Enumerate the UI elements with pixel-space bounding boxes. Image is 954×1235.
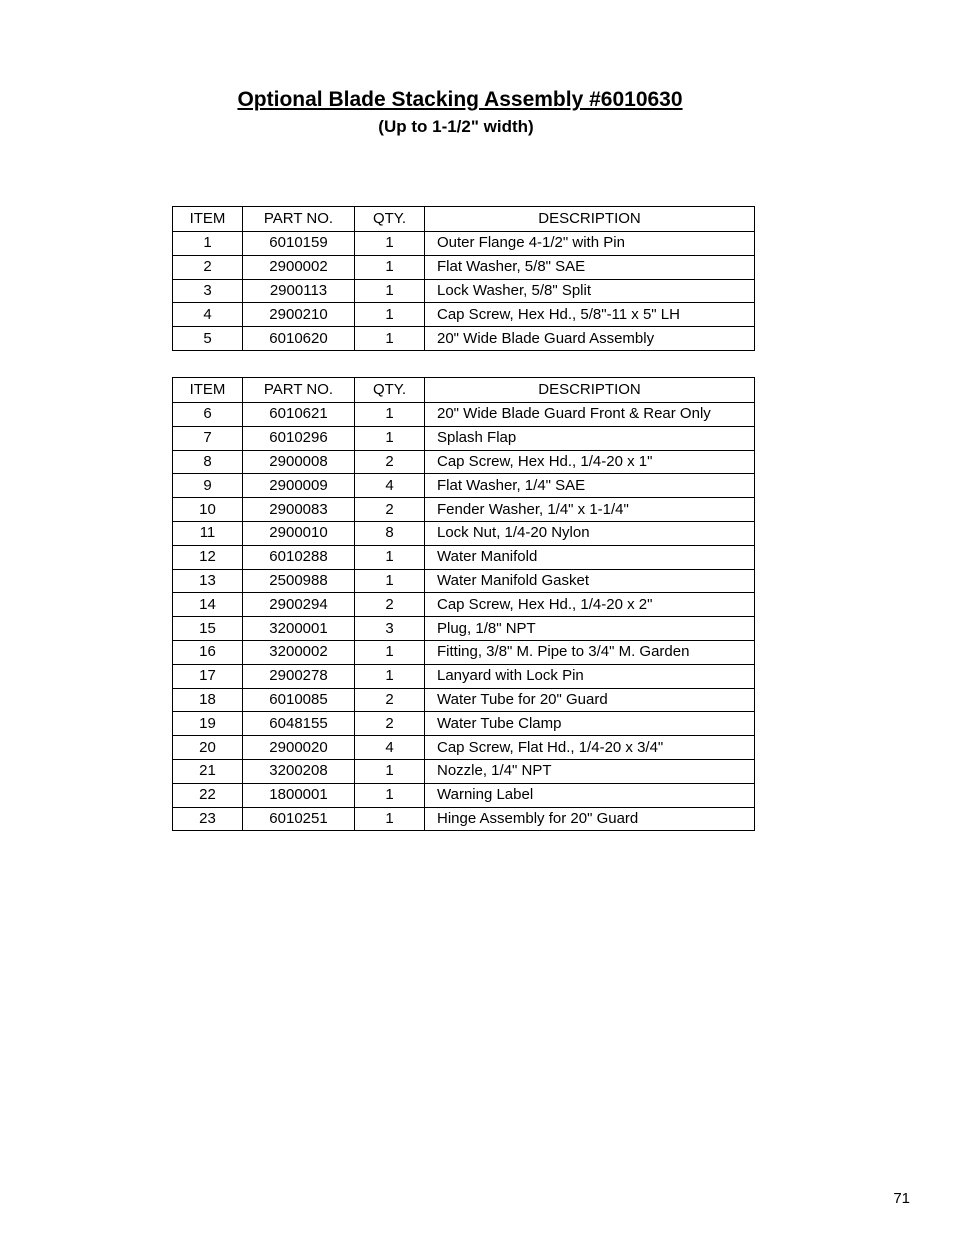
page-subtitle: (Up to 1-1/2" width) <box>378 117 534 136</box>
cell-part-no: 6010288 <box>243 545 355 569</box>
cell-part-no: 6010085 <box>243 688 355 712</box>
cell-part-no: 6048155 <box>243 712 355 736</box>
cell-item: 15 <box>173 617 243 641</box>
cell-description: Warning Label <box>425 783 755 807</box>
cell-qty: 1 <box>355 327 425 351</box>
cell-qty: 4 <box>355 474 425 498</box>
table-row <box>173 712 755 736</box>
cell-qty: 1 <box>355 664 425 688</box>
cell-item: 2 <box>173 255 243 279</box>
cell-description: Cap Screw, Flat Hd., 1/4-20 x 3/4" <box>425 736 755 760</box>
cell-item: 1 <box>173 232 243 256</box>
cell-part-no: 2900020 <box>243 736 355 760</box>
cell-qty: 1 <box>355 807 425 831</box>
cell-item: 22 <box>173 783 243 807</box>
cell-qty: 2 <box>355 498 425 522</box>
cell-part-no: 6010621 <box>243 403 355 427</box>
cell-qty: 1 <box>355 569 425 593</box>
column-header-part-no: PART NO. <box>243 207 355 232</box>
cell-item: 18 <box>173 688 243 712</box>
cell-part-no: 2900083 <box>243 498 355 522</box>
cell-item: 5 <box>173 327 243 351</box>
cell-item: 17 <box>173 664 243 688</box>
cell-description: Outer Flange 4-1/2" with Pin <box>425 232 755 256</box>
cell-part-no: 2900294 <box>243 593 355 617</box>
cell-description: Cap Screw, Hex Hd., 1/4-20 x 2" <box>425 593 755 617</box>
table-row <box>173 736 755 760</box>
cell-qty: 1 <box>355 303 425 327</box>
cell-description: Fitting, 3/8" M. Pipe to 3/4" M. Garden <box>425 640 755 664</box>
cell-part-no: 2900009 <box>243 474 355 498</box>
cell-qty: 2 <box>355 593 425 617</box>
cell-part-no: 2500988 <box>243 569 355 593</box>
cell-description: Cap Screw, Hex Hd., 1/4-20 x 1" <box>425 450 755 474</box>
cell-qty: 1 <box>355 279 425 303</box>
page-number: 71 <box>893 1190 910 1207</box>
cell-part-no: 3200002 <box>243 640 355 664</box>
column-header-description: DESCRIPTION <box>425 207 755 232</box>
cell-part-no: 1800001 <box>243 783 355 807</box>
cell-qty: 2 <box>355 450 425 474</box>
cell-qty: 4 <box>355 736 425 760</box>
cell-item: 19 <box>173 712 243 736</box>
table-row <box>173 327 755 351</box>
table-row <box>173 593 755 617</box>
cell-qty: 1 <box>355 426 425 450</box>
cell-description: Lock Washer, 5/8" Split <box>425 279 755 303</box>
cell-description: Lanyard with Lock Pin <box>425 664 755 688</box>
table-row <box>173 688 755 712</box>
cell-qty: 8 <box>355 521 425 545</box>
page-title: Optional Blade Stacking Assembly #6010630 <box>237 88 683 111</box>
table-row <box>173 474 755 498</box>
table-header-row <box>173 207 755 232</box>
table-body <box>173 403 755 831</box>
table-row <box>173 617 755 641</box>
cell-part-no: 3200208 <box>243 759 355 783</box>
cell-item: 10 <box>173 498 243 522</box>
cell-item: 8 <box>173 450 243 474</box>
cell-description: Plug, 1/8" NPT <box>425 617 755 641</box>
table-row <box>173 426 755 450</box>
cell-part-no: 6010620 <box>243 327 355 351</box>
cell-description: Flat Washer, 5/8" SAE <box>425 255 755 279</box>
table-row <box>173 498 755 522</box>
cell-description: Hinge Assembly for 20" Guard <box>425 807 755 831</box>
table-row <box>173 255 755 279</box>
cell-part-no: 2900210 <box>243 303 355 327</box>
cell-item: 16 <box>173 640 243 664</box>
cell-part-no: 6010296 <box>243 426 355 450</box>
cell-description: Fender Washer, 1/4" x 1-1/4" <box>425 498 755 522</box>
cell-description: Splash Flap <box>425 426 755 450</box>
cell-item: 9 <box>173 474 243 498</box>
cell-part-no: 2900008 <box>243 450 355 474</box>
cell-qty: 2 <box>355 712 425 736</box>
cell-item: 4 <box>173 303 243 327</box>
cell-description: Cap Screw, Hex Hd., 5/8"-11 x 5" LH <box>425 303 755 327</box>
cell-part-no: 2900010 <box>243 521 355 545</box>
column-header-description: DESCRIPTION <box>425 378 755 403</box>
table-row <box>173 403 755 427</box>
parts-table-2 <box>172 377 755 831</box>
cell-part-no: 2900113 <box>243 279 355 303</box>
cell-description: Water Tube for 20" Guard <box>425 688 755 712</box>
column-header-qty: QTY. <box>355 378 425 403</box>
table-row <box>173 783 755 807</box>
column-header-item: ITEM <box>173 207 243 232</box>
cell-part-no: 2900278 <box>243 664 355 688</box>
table-row <box>173 232 755 256</box>
cell-qty: 3 <box>355 617 425 641</box>
cell-item: 6 <box>173 403 243 427</box>
cell-qty: 1 <box>355 783 425 807</box>
cell-description: 20" Wide Blade Guard Assembly <box>425 327 755 351</box>
table-body <box>173 232 755 351</box>
table-row <box>173 279 755 303</box>
cell-item: 20 <box>173 736 243 760</box>
cell-qty: 1 <box>355 255 425 279</box>
cell-qty: 1 <box>355 759 425 783</box>
cell-description: Flat Washer, 1/4" SAE <box>425 474 755 498</box>
column-header-item: ITEM <box>173 378 243 403</box>
table-row <box>173 640 755 664</box>
cell-description: Water Manifold <box>425 545 755 569</box>
table-row <box>173 759 755 783</box>
cell-description: Lock Nut, 1/4-20 Nylon <box>425 521 755 545</box>
table-row <box>173 303 755 327</box>
column-header-qty: QTY. <box>355 207 425 232</box>
cell-qty: 1 <box>355 640 425 664</box>
table-row <box>173 450 755 474</box>
table-row <box>173 545 755 569</box>
cell-item: 11 <box>173 521 243 545</box>
table-row <box>173 521 755 545</box>
cell-item: 21 <box>173 759 243 783</box>
cell-description: Water Manifold Gasket <box>425 569 755 593</box>
cell-part-no: 6010159 <box>243 232 355 256</box>
table-row <box>173 807 755 831</box>
cell-item: 3 <box>173 279 243 303</box>
parts-table-1 <box>172 206 755 351</box>
cell-item: 12 <box>173 545 243 569</box>
cell-description: 20" Wide Blade Guard Front & Rear Only <box>425 403 755 427</box>
cell-item: 13 <box>173 569 243 593</box>
cell-part-no: 3200001 <box>243 617 355 641</box>
cell-description: Nozzle, 1/4" NPT <box>425 759 755 783</box>
cell-qty: 1 <box>355 232 425 256</box>
column-header-part-no: PART NO. <box>243 378 355 403</box>
table-row <box>173 664 755 688</box>
cell-qty: 1 <box>355 403 425 427</box>
cell-qty: 2 <box>355 688 425 712</box>
cell-part-no: 6010251 <box>243 807 355 831</box>
cell-part-no: 2900002 <box>243 255 355 279</box>
cell-description: Water Tube Clamp <box>425 712 755 736</box>
cell-item: 14 <box>173 593 243 617</box>
table-header-row <box>173 378 755 403</box>
cell-qty: 1 <box>355 545 425 569</box>
cell-item: 7 <box>173 426 243 450</box>
cell-item: 23 <box>173 807 243 831</box>
table-row <box>173 569 755 593</box>
